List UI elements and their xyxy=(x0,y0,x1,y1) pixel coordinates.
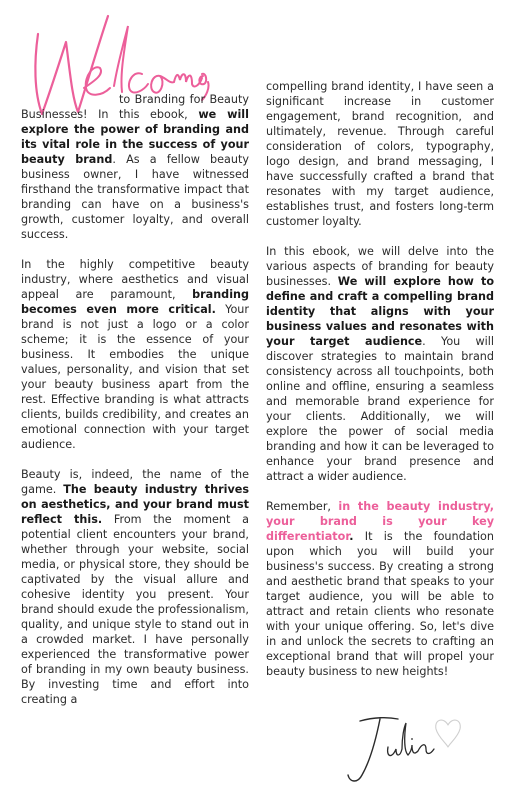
julia-signature xyxy=(340,705,470,787)
intro-bold-text: we will explore the power of branding and its vital role in the success of your beauty brand xyxy=(21,108,249,166)
industry-bold-text: branding becomes even more critical. xyxy=(21,288,249,316)
remember-text: Remember, xyxy=(266,500,339,513)
overview-text-continued: . You will discover strategies to maintain brand consistency across all touchpoints, both online and offline, ensuring a seamless and memorable brand experience for your clients. Additionally, we will explore the power of social media branding and how it can be leveraged to enhance your brand presence and attract a wider audience. xyxy=(266,335,494,483)
remember-paragraph xyxy=(266,499,494,679)
remember-text-continued: It is the foundation upon which you will build your business's success. By creating a strong and aesthetic brand that speaks to your target audience, you will be able to attract and retain clients who resonate with your unique offering. So, let's dive in and unlock the secrets to crafting an exceptional brand that will propel your beauty business to new heights! xyxy=(266,530,494,678)
left-column xyxy=(21,92,249,722)
industry-text-continued: Your brand is not just a logo or a color scheme; it is the essence of your business. It embodies the unique values, personality, and vision that set your beauty business apart from the rest. Effective branding is what attracts clients, builds credibility, and creates an emotional connection with your target audience. xyxy=(21,303,249,451)
right-column xyxy=(266,79,494,694)
heart-outline-icon xyxy=(436,720,461,747)
aesthetics-text-continued: From the moment a potential client encounters your brand, whether through your website, social media, or physical store, they should be captivated by the visual allure and cohesive identity you present. Your brand should exude the professionalism, quality, and unique style to stand out in a crowded market. I have personally experienced the transformative power of branding in my own beauty business. By investing time and effort into creating a xyxy=(21,513,249,706)
intro-paragraph xyxy=(21,92,249,242)
industry-text: In the highly competitive beauty industry, where aesthetics and visual appeal are paramount, xyxy=(21,258,249,301)
overview-bold-text: We will explore how to define and craft a compelling brand identity that aligns with your business values and resonates with your target audience xyxy=(266,275,495,348)
aesthetics-bold-text: The beauty industry thrives on aesthetics, and your brand must reflect this. xyxy=(21,483,249,526)
identity-text: compelling brand identity, I have seen a significant increase in customer engagement, brand recognition, and ultimately, revenue. Through careful consideration of colors, typography, logo design, and brand messaging, I have successfully crafted a brand that resonates with my target audience, establishes trust, and fosters long-term customer loyalty. xyxy=(266,80,494,228)
ebook-overview-paragraph xyxy=(266,244,494,484)
industry-paragraph xyxy=(21,257,249,452)
key-differentiator-highlight: in the beauty industry, your brand is your key differentiator xyxy=(266,500,494,543)
identity-paragraph xyxy=(266,79,494,229)
intro-text: to Branding for Beauty Businesses! In this ebook, xyxy=(21,93,249,121)
overview-text: In this ebook, we will delve into the various aspects of branding for beauty businesses. xyxy=(266,245,494,288)
highlight-period: . xyxy=(349,530,354,543)
aesthetics-text: Beauty is, indeed, the name of the game. xyxy=(21,468,249,496)
aesthetics-paragraph xyxy=(21,467,249,707)
intro-text-continued: . As a fellow beauty business owner, I have witnessed firsthand the transformative impact that branding can have on a business's growth, customer loyalty, and overall success. xyxy=(21,153,249,241)
